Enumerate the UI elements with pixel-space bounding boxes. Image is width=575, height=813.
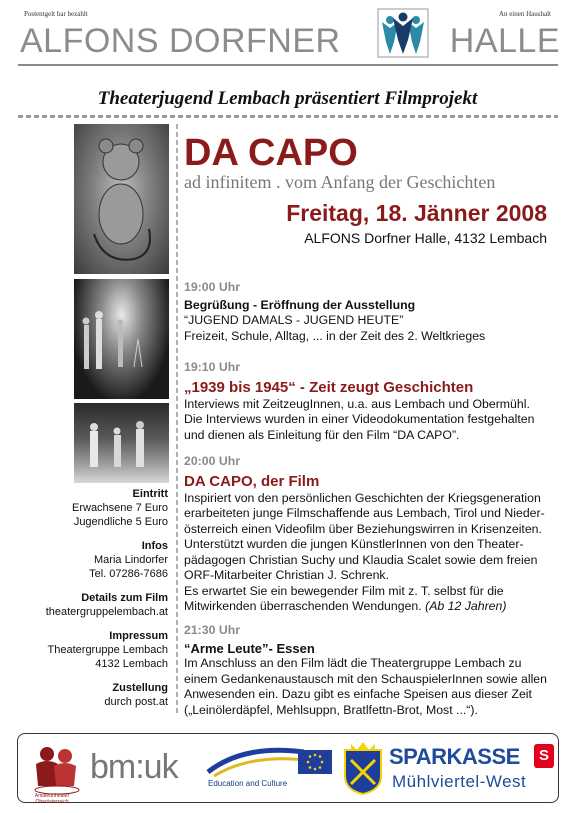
sidebar-line: durch post.at: [104, 696, 168, 708]
program-line: und dienen als Einleitung für den Film “DA CAPO”.: [184, 427, 460, 442]
postage-note: Postentgelt bar bezahlt: [24, 10, 88, 18]
program-time: 20:00 Uhr: [184, 454, 241, 468]
sidebar-line: 4132 Lembach: [95, 658, 168, 670]
program-time: 19:10 Uhr: [184, 360, 241, 374]
photo-tunnel-actors: [74, 279, 169, 399]
program-line: Die Interviews wurden in einer Videodokumentation festgehalten: [184, 412, 535, 426]
program-line: Freizeit, Schule, Alltag, ... in der Zeit des 2. Weltkrieges: [184, 328, 486, 343]
vertical-divider: [176, 124, 178, 714]
sidebar-line: Maria Lindorfer: [94, 554, 168, 566]
event-date: Freitag, 18. Jänner 2008: [286, 200, 547, 226]
eu-flag-icon: [298, 750, 332, 774]
sparkasse-name: SPARKASSE: [389, 744, 520, 769]
program-title: „1939 bis 1945“ - Zeit zeugt Geschichten: [184, 378, 474, 396]
program-item: [184, 454, 554, 615]
program-line: [184, 599, 554, 615]
age-note: (Ab 12 Jahren): [425, 599, 507, 613]
program-line: Interviews mit ZeitzeugInnen, u.a. aus Lembach und Obermühl.: [184, 396, 530, 411]
sidebar-heading: Zustellung: [112, 682, 168, 694]
event-tagline: ad infinitem . vom Anfang der Geschichten: [184, 172, 496, 192]
sidebar-heading: Details zum Film: [81, 592, 168, 604]
amateur-theater-logo-icon: [32, 742, 82, 796]
sparkasse-region: Mühlviertel-West: [392, 772, 527, 791]
event-title: DA CAPO: [184, 132, 358, 174]
program-line: Im Anschluss an den Film lädt die Theatergruppe Lembach zu: [184, 656, 522, 670]
header-rule: [18, 64, 558, 66]
program-title: Begrüßung - Eröffnung der Ausstellung: [184, 297, 416, 312]
program-line: “JUGEND DAMALS - JUGEND HEUTE”: [184, 313, 404, 327]
program-line: einem Gedankenaustausch mit den SchauspielerInnen sowie allen: [184, 671, 547, 686]
program-item: [184, 360, 554, 443]
eu-swoosh-icon: [204, 742, 310, 782]
sidebar-line: Erwachsene 7 Euro: [72, 502, 168, 514]
hall-name-right: HALLE: [449, 22, 560, 60]
hall-name: [20, 22, 560, 64]
program-item: [184, 623, 554, 718]
sidebar-heading: Infos: [141, 540, 168, 552]
hall-name-left: ALFONS DORFNER: [20, 22, 341, 60]
event-venue: ALFONS Dorfner Halle, 4132 Lembach: [304, 230, 547, 246]
program-line: Anwesenden ein. Dazu gibt es einfache Speisen aus dieser Zeit: [184, 687, 532, 701]
people-figures-logo-icon: [377, 8, 429, 58]
household-note: An einen Haushalt: [498, 10, 551, 18]
amateur-theater-caption: Amateurtheater Oberösterreich: [34, 793, 70, 805]
photo-teddy-bear: [74, 124, 169, 274]
info-sidebar: [18, 487, 168, 709]
program-line: („Leinölerdäpfel, Mehlsuppn, Bratlfettn-Brot, Most ...“).: [184, 702, 478, 717]
program-line-text: Mitwirkenden überraschenden Wendungen.: [184, 599, 422, 613]
bmuk-logo: bm:uk: [90, 748, 178, 786]
photo-women-in-field: [74, 403, 169, 483]
program-time: 19:00 Uhr: [184, 280, 241, 294]
dashed-divider: [18, 115, 558, 118]
sponsor-footer: [17, 733, 559, 803]
eu-caption: Education and Culture: [208, 779, 288, 788]
program-time: 21:30 Uhr: [184, 623, 241, 637]
coat-of-arms-icon: [341, 740, 385, 796]
subtitle: Theaterjugend Lembach präsentiert Filmprojekt: [97, 88, 478, 109]
program-line: erarbeiteten junge Filmschaffende aus Lembach, Tirol und Nieder-: [184, 506, 545, 520]
sparkasse-s-icon: S: [534, 744, 554, 768]
sidebar-line: Jugendliche 5 Euro: [73, 516, 168, 528]
sidebar-line: Tel. 07286-7686: [89, 568, 168, 580]
sidebar-heading: Impressum: [109, 630, 168, 642]
sidebar-heading: Eintritt: [132, 488, 168, 500]
sidebar-link[interactable]: theatergruppelembach.at: [45, 606, 168, 618]
program-item: [184, 280, 554, 344]
program-line: österreich einen Videofilm über Beziehungswirren in Krisenzeiten.: [184, 521, 542, 536]
program-line: Unterstützt wurden die jungen KünstlerInnen von den Theater-: [184, 537, 524, 551]
program-line: pädagogen Christian Suchy und Klaudia Scalet sowie dem freien: [184, 552, 538, 567]
program-title: “Arme Leute”- Essen: [184, 640, 315, 656]
program-line: ORF-Mitarbeiter Christian J. Schrenk.: [184, 568, 390, 582]
program-line: Inspiriert von den persönlichen Geschichten der Kriegsgeneration: [184, 490, 541, 505]
program-line: Es erwartet Sie ein bewegender Film mit z. T. selbst für die: [184, 583, 504, 598]
sidebar-line: Theatergruppe Lembach: [47, 644, 168, 656]
program-title: DA CAPO, der Film: [184, 472, 320, 490]
